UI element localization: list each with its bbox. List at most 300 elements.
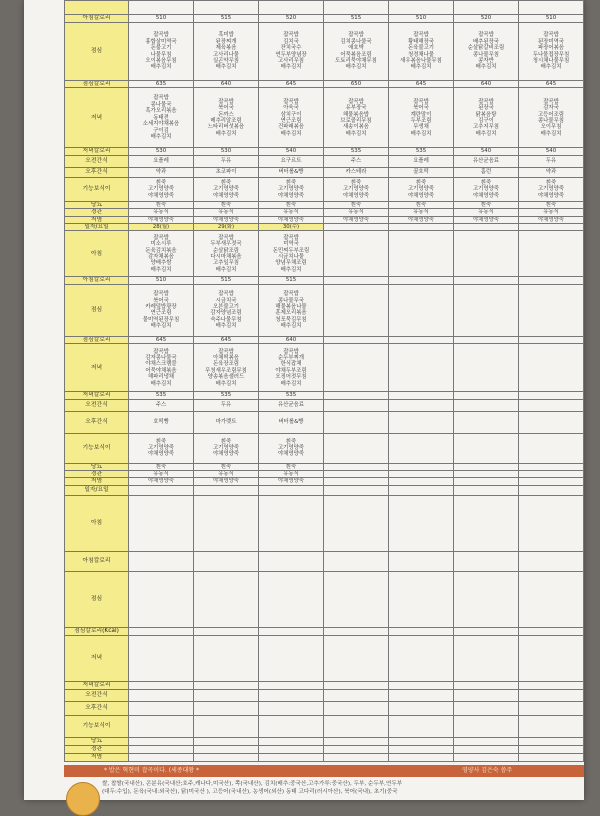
menu-cell [129,284,194,336]
row-label: 저녁 [65,88,129,148]
empty-cell [129,495,194,551]
empty-cell [519,627,584,635]
menu-item: 도토리묵야채무침 [335,57,377,64]
menu-item: 콩자반 [478,57,494,64]
empty-cell [129,551,194,571]
menu-item: 느타리버섯볶음 [207,124,245,131]
menu-item: 계란말이 [410,111,432,118]
menu-cell: 호떡빵 [129,411,194,433]
empty-cell [194,495,259,551]
menu-cell [389,433,454,463]
menu-cell [194,344,259,392]
menu-cell [519,471,584,478]
menu-item: 두나물접장무침 [532,51,570,58]
logo-seal [66,782,100,816]
menu-cell: 유산균음료 [259,399,324,411]
menu-cell: 535 [324,148,389,155]
menu-item: 고기영양죽 [277,444,305,451]
menu-item: 순두부찌개 [277,354,305,361]
menu-cell [519,284,584,336]
menu-item: 야채두부조림 [275,367,307,374]
table-row [65,336,584,343]
table-row [65,571,584,627]
empty-cell [389,627,454,635]
menu-item: 배추김치 [215,130,237,137]
menu-item: 고등어조림 [537,111,565,118]
menu-cell [519,88,584,148]
menu-item: 연근조림 [150,310,172,317]
menu-item: 야채영양죽 [277,192,305,199]
empty-cell [259,495,324,551]
empty-cell [259,681,324,689]
menu-cell: 635 [129,81,194,88]
table-row [65,627,584,635]
menu-item: 잡곡밥 [478,98,494,105]
menu-cell: 약과 [519,167,584,177]
menu-item: 오븐불고기 [212,303,240,310]
row-label: 아침칼로리 [65,551,129,571]
menu-cell: 흰죽 [324,201,389,208]
menu-item: 고기영양죽 [342,186,370,193]
menu-item: 고추잎무침 [212,260,240,267]
row-label: 점심칼로리 [65,336,129,343]
menu-cell [389,231,454,277]
menu-cell: 510 [129,277,194,284]
empty-cell [259,745,324,753]
menu-cell: 초코파이 [194,167,259,177]
menu-cell: 535 [259,392,324,399]
menu-cell [454,344,519,392]
row-label: 기능보식이 [65,433,129,463]
row-label: 오후간식 [65,167,129,177]
menu-item: 배추김치 [410,130,432,137]
menu-cell: 540 [454,148,519,155]
menu-cell [519,336,584,343]
menu-item: 고사리나물 [212,51,240,58]
menu-cell: 645 [259,81,324,88]
footer-signoff: 영양사 김은숙 씀주 [462,767,513,774]
menu-item: 흑미밥 [218,32,234,39]
menu-cell: 야채영양죽 [519,216,584,223]
menu-cell [129,88,194,148]
menu-cell: 야채영양죽 [194,216,259,223]
menu-item: 감자양념조림 [210,310,242,317]
empty-cell [129,715,194,737]
empty-cell [324,753,389,761]
menu-cell: 흰죽 [194,463,259,470]
menu-cell [324,433,389,463]
empty-cell [519,715,584,737]
menu-item: 소세지야채볶음 [142,121,180,128]
menu-item: 제육볶음 [215,45,237,52]
empty-cell [519,551,584,571]
empty-cell [129,701,194,715]
menu-item: 돈육불고기 [407,45,435,52]
table-row [65,177,584,201]
menu-cell [454,284,519,336]
menu-cell: 535 [389,148,454,155]
menu-item: 야채스크램블 [145,361,177,368]
empty-cell [194,753,259,761]
empty-cell [194,737,259,745]
row-label: 저염 [65,216,129,223]
menu-cell: 유동식 [259,471,324,478]
empty-cell [454,551,519,571]
menu-item: 잡곡밥 [413,32,429,39]
menu-item: 잡곡밥 [348,32,364,39]
menu-item: 고기영양죽 [277,186,305,193]
menu-cell [259,231,324,277]
menu-item: 무생채 [413,124,429,131]
row-label: 저녁칼로리 [65,392,129,399]
row-label: 저녁 [65,635,129,681]
table-row [65,88,584,148]
empty-cell [389,715,454,737]
menu-item: 배추김치 [475,130,497,137]
menu-cell: 535 [194,392,259,399]
table-row [65,485,584,495]
header-cell [519,1,584,15]
menu-item: 잡곡밥 [413,98,429,105]
row-label: 당뇨 [65,737,129,745]
menu-item: 양배추쌈 [150,260,172,267]
menu-cell: 두유 [519,155,584,167]
menu-item: 잡곡밥 [218,98,234,105]
empty-cell [324,551,389,571]
menu-item: 배추김치 [150,133,172,140]
menu-item: 고사리무침 [277,57,305,64]
menu-cell: 요플레 [389,155,454,167]
menu-item: 고추지무침 [472,124,500,131]
row-label: 일자/요일 [65,485,129,495]
menu-item: 청경채나물 [407,51,435,58]
empty-cell [194,715,259,737]
table-row [65,635,584,681]
menu-cell [129,344,194,392]
menu-cell [324,471,389,478]
menu-cell: 540 [519,148,584,155]
menu-item: 황태해장국 [407,38,435,45]
empty-cell [454,715,519,737]
menu-item: 북어국 [413,105,429,112]
date-cell [454,224,519,231]
menu-item: 흑가오리볶음 [145,108,177,115]
row-label: 점심칼로리(Kcal) [65,627,129,635]
row-label: 오전간식 [65,155,129,167]
row-label: 경관 [65,471,129,478]
menu-item: 숙주나물무침 [210,316,242,323]
menu-item: 야채영양죽 [537,192,565,199]
header-cell [454,1,519,15]
table-row [65,433,584,463]
empty-cell [194,635,259,681]
menu-item: 브로콜리무침 [340,117,372,124]
menu-item: 흰죽 [220,179,232,186]
row-label: 오전간식 [65,399,129,411]
empty-cell [389,689,454,701]
menu-cell: 버터롤&빵 [259,411,324,433]
menu-cell [194,23,259,81]
menu-item: 배추김치 [215,323,237,330]
menu-cell [194,284,259,336]
menu-cell [259,433,324,463]
menu-cell: 요플레 [129,155,194,167]
menu-cell: 흰죽 [389,201,454,208]
header-cell [194,1,259,15]
empty-cell [194,701,259,715]
menu-cell [454,399,519,411]
row-label: 저녁칼로리 [65,148,129,155]
menu-item: 흰죽 [480,179,492,186]
empty-cell [129,737,194,745]
empty-cell [324,701,389,715]
menu-item: 흰죽 [285,438,297,445]
menu-cell [454,411,519,433]
table-row [65,551,584,571]
menu-item: 고기영양죽 [147,186,175,193]
menu-item: 구이김 [153,127,169,134]
menu-cell: 645 [389,81,454,88]
menu-item: 실곤약무침 [212,57,240,64]
menu-cell: 유동식 [389,209,454,216]
empty-cell [324,737,389,745]
empty-cell [194,689,259,701]
row-label: 오후간식 [65,701,129,715]
date-cell [324,224,389,231]
menu-item: 아욱국 [283,105,299,112]
menu-cell [389,277,454,284]
menu-cell: 645 [194,336,259,343]
menu-item: 감자국 [543,105,559,112]
menu-item: 배추김치 [215,266,237,273]
menu-cell [259,177,324,201]
menu-item: 양념무채조림 [275,260,307,267]
menu-cell [259,88,324,148]
menu-cell [324,344,389,392]
menu-cell: 야채영양죽 [129,478,194,485]
menu-item: 야채영양죽 [407,192,435,199]
footer-band [64,765,584,777]
menu-cell: 주스 [324,155,389,167]
menu-cell [389,411,454,433]
menu-item: 잡곡밥 [283,348,299,355]
menu-cell: 흰죽 [129,201,194,208]
row-label: 점심 [65,23,129,81]
menu-item: 배추김치 [345,64,367,71]
menu-cell: 야채영양죽 [324,216,389,223]
menu-item: 해물볶음밥 [342,111,370,118]
menu-item: 양송볶음샐러드 [207,374,245,381]
menu-cell: 유동식 [129,471,194,478]
corner-cell [65,1,129,15]
menu-cell [129,177,194,201]
menu-cell: 515 [194,15,259,23]
menu-item: 흰죽 [155,179,167,186]
empty-cell [324,627,389,635]
menu-cell: 홈런 [454,167,519,177]
menu-item: 흰죽 [415,179,427,186]
table-row [65,209,584,216]
menu-item: 새송이볶음 [342,124,370,131]
menu-cell [519,478,584,485]
table-row [65,701,584,715]
row-label: 점심칼로리 [65,81,129,88]
menu-item: 잡곡밥 [153,348,169,355]
menu-item: 미소시루 [150,241,172,248]
menu-item: 배추김치 [280,323,302,330]
table-row [65,23,584,81]
menu-cell: 마가렛트 [194,411,259,433]
menu-item: 연두부양념장 [275,51,307,58]
menu-cell: 510 [519,15,584,23]
menu-cell: 두유 [194,155,259,167]
menu-cell: 흰죽 [519,201,584,208]
menu-cell [454,88,519,148]
menu-cell: 야채영양죽 [454,216,519,223]
empty-cell [519,737,584,745]
menu-item: 북어국 [218,105,234,112]
row-label: 기능보식이 [65,177,129,201]
menu-cell: 두유 [194,399,259,411]
row-label: 점심 [65,284,129,336]
empty-cell [129,571,194,627]
menu-cell [454,471,519,478]
menu-item: 훈제오리볶음 [275,310,307,317]
empty-cell [454,737,519,745]
menu-cell: 유동식 [324,209,389,216]
menu-item: 오이무침 [540,124,562,131]
menu-cell [454,463,519,470]
header-cell [259,1,324,15]
menu-item: 고기영양죽 [537,186,565,193]
menu-sheet [24,0,584,800]
empty-cell [519,681,584,689]
empty-cell [259,571,324,627]
menu-item: 잡곡밥 [153,32,169,39]
menu-cell: 흰죽 [129,463,194,470]
table-row [65,201,584,208]
menu-cell [389,284,454,336]
empty-cell [324,745,389,753]
date-cell: 29(화) [194,224,259,231]
empty-cell [454,627,519,635]
menu-cell [389,471,454,478]
table-row [65,495,584,551]
empty-cell [389,495,454,551]
menu-item: 배추김치 [280,266,302,273]
origin-line: (대두:수입), 돈육(국내:외국산), 닭(미국산 ), 고등어(국내산), 농생어(외산) 동태 고다리(러시아산), 북어(국내), 초기(중국 [102,789,398,795]
menu-item: 흰죽 [545,179,557,186]
table-row [65,231,584,277]
menu-cell [194,88,259,148]
menu-cell: 카스테라 [324,167,389,177]
row-label: 아침 [65,231,129,277]
menu-cell [324,478,389,485]
menu-item: 순살닭갈비조림 [467,45,505,52]
empty-cell [194,627,259,635]
menu-cell [324,392,389,399]
row-label: 아침칼로리 [65,15,129,23]
menu-cell [324,88,389,148]
empty-cell [519,689,584,701]
menu-cell [324,231,389,277]
empty-cell [194,571,259,627]
menu-cell: 요구르트 [259,155,324,167]
menu-item: 된장국 [478,105,494,112]
empty-cell [389,745,454,753]
menu-cell [454,392,519,399]
menu-cell [454,23,519,81]
menu-cell: 유동식 [194,471,259,478]
menu-item: 고기영양죽 [212,186,240,193]
row-label: 당뇨 [65,463,129,470]
menu-cell: 야채영양죽 [129,216,194,223]
menu-item: 야채영양죽 [147,451,175,458]
menu-item: 잡곡밥 [478,32,494,39]
row-label: 경관 [65,745,129,753]
menu-item: 한식잡채 [280,361,302,368]
empty-cell [259,737,324,745]
menu-cell [389,336,454,343]
menu-item: 김구이 [478,117,494,124]
menu-item: 콩나물국 [150,101,172,108]
empty-cell [259,627,324,635]
row-label: 기능보식이 [65,715,129,737]
menu-item: 나물무침 [150,51,172,58]
empty-cell [454,635,519,681]
menu-item: 다시마채볶음 [210,253,242,260]
menu-item: 배추김치 [540,64,562,71]
empty-cell [259,635,324,681]
menu-item: 잡곡밥 [153,95,169,102]
empty-cell [519,701,584,715]
table-row [65,715,584,737]
header-cell [129,1,194,15]
table-row [65,681,584,689]
menu-cell [454,277,519,284]
row-label: 당뇨 [65,201,129,208]
menu-item: 배추김치 [150,64,172,71]
menu-cell [454,177,519,201]
date-cell [389,224,454,231]
menu-item: 무청새우조림무침 [205,367,247,374]
header-cell [324,1,389,15]
menu-cell: 510 [389,15,454,23]
menu-item: 돈육장조림 [212,361,240,368]
menu-item: 해파리냉채 [147,374,175,381]
menu-item: 잡곡밥 [543,98,559,105]
menu-item: 돈까스 [218,111,234,118]
empty-cell [194,551,259,571]
empty-cell [454,745,519,753]
empty-cell [259,551,324,571]
empty-cell [519,495,584,551]
menu-cell: 유동식 [519,209,584,216]
menu-item: 야채영양죽 [277,451,305,458]
empty-cell [389,571,454,627]
row-label: 점심 [65,571,129,627]
menu-cell [129,23,194,81]
table-row [65,411,584,433]
menu-item: 어묵볶음조림 [340,51,372,58]
menu-cell [389,399,454,411]
table-row [65,148,584,155]
row-label: 저염 [65,478,129,485]
menu-item: 돈불고기 [150,45,172,52]
menu-item: 청시채나물무침 [532,57,570,64]
table-row [65,463,584,470]
menu-item: 유부장국 [345,105,367,112]
